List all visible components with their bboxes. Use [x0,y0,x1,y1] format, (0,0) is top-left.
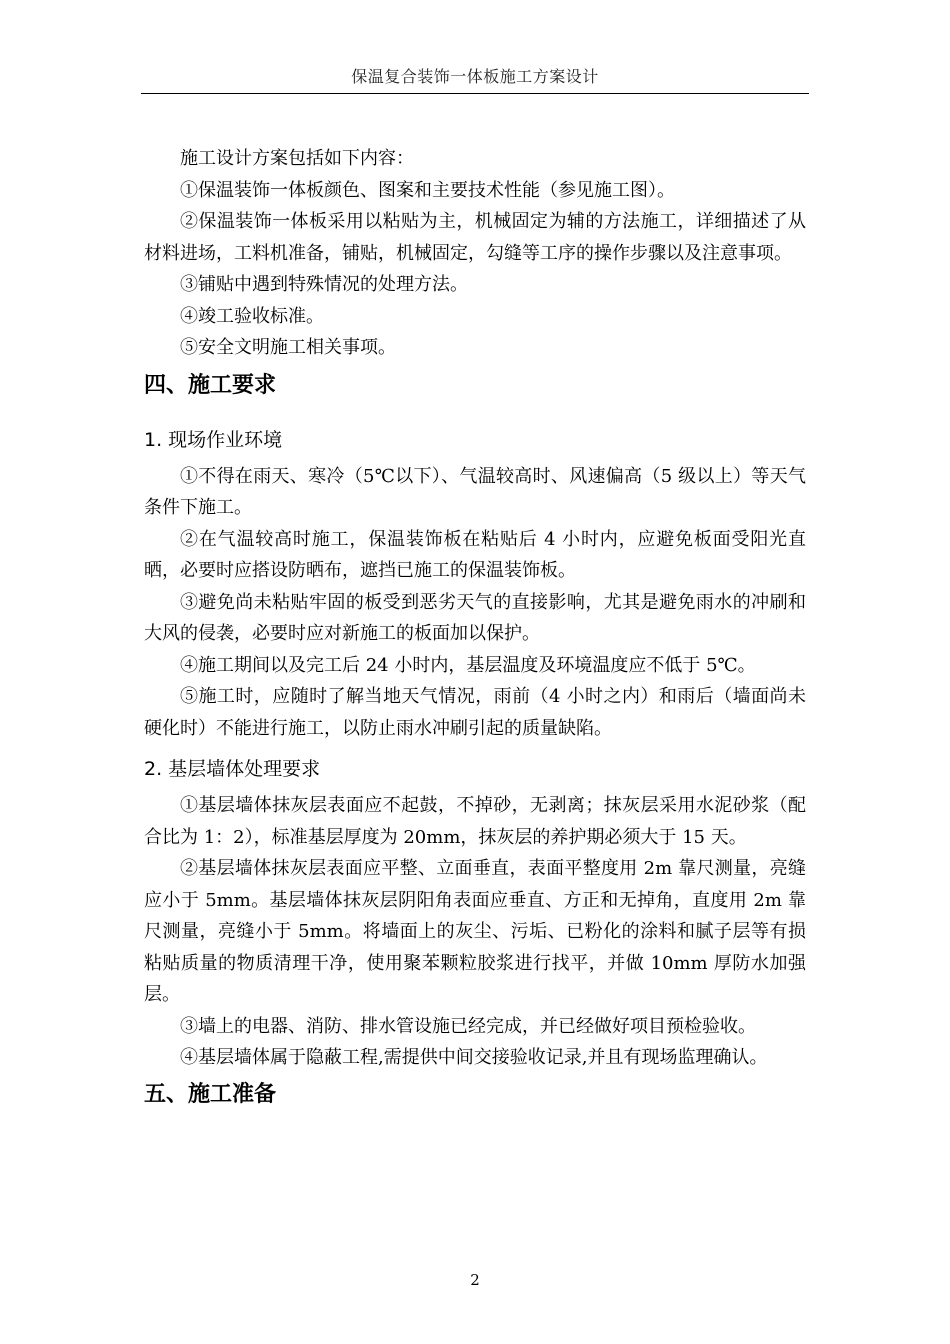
list-item: ④施工期间以及完工后 24 小时内，基层温度及环境温度应不低于 5℃。 [180,654,756,676]
subsection-body-4-2 [144,790,806,1074]
list-item: ④基层墙体属于隐蔽工程,需提供中间交接验收记录,并且有现场监理确认。 [180,1047,768,1068]
list-item: ②保温装饰一体板采用以粘贴为主，机械固定为辅的方法施工，详细描述了从材料进场，工料机准备，铺贴，机械固定，勾缝等工序的操作步骤以及注意事项。 [144,211,806,264]
list-item: ①不得在雨天、寒冷（5℃以下）、气温较高时、风速偏高（5 级以上）等天气条件下施工。 [144,465,806,518]
list-item: ②在气温较高时施工，保温装饰板在粘贴后 4 小时内，应避免板面受阳光直晒，必要时应搭设防晒布，遮挡已施工的保温装饰板。 [144,528,806,581]
running-header: 保温复合装饰一体板施工方案设计 [351,67,599,86]
list-item: ③铺贴中遇到特殊情况的处理方法。 [180,274,468,295]
list-item: ⑤施工时，应随时了解当地天气情况，雨前（4 小时之内）和雨后（墙面尚未硬化时）不能进行施工，以防止雨水冲刷引起的质量缺陷。 [144,686,806,739]
page-number: 2 [470,1271,480,1289]
list-item: ③避免尚未粘贴牢固的板受到恶劣天气的直接影响，尤其是避免雨水的冲刷和大风的侵袭，必要时应对新施工的板面加以保护。 [144,591,806,644]
list-item: ①保温装饰一体板颜色、图案和主要技术性能（参见施工图）。 [180,179,675,201]
subsection-body-4-1 [144,461,806,745]
section-heading-4: 四、施工要求 [144,372,277,398]
paragraph-intro: 施工设计方案包括如下内容： [180,148,414,169]
list-item: ②基层墙体抹灰层表面应平整、立面垂直，表面平整度用 2m 靠尺测量，亮缝应小于 5mm。基层墙体抹灰层阴阳角表面应垂直、方正和无掉角，直度用 2m 靠尺测量，亮缝小于 5mm。将墙面上的灰尘、污垢、已粉化的涂料和腻子层等有损粘贴质量的物质清理干净，使用聚苯颗粒胶浆进行找平，并做 10mm 厚防水加强层。 [144,858,806,1005]
list-item: ⑤安全文明施工相关事项。 [180,337,396,358]
list-item: ①基层墙体抹灰层表面应不起鼓，不掉砂，无剥离；抹灰层采用水泥砂浆（配合比为 1：2），标准基层厚度为 20mm，抹灰层的养护期必须大于 15 天。 [144,795,806,848]
section-heading-5: 五、施工准备 [144,1081,277,1107]
list-item: ④竣工验收标准。 [180,305,324,327]
header-rule [141,93,809,94]
subsection-heading-4-1: 1. 现场作业环境 [144,428,283,451]
subsection-heading-4-2: 2. 基层墙体处理要求 [144,758,321,780]
page-content [144,143,806,1110]
list-item: ③墙上的电器、消防、排水管设施已经完成，并已经做好项目预检验收。 [180,1015,756,1037]
